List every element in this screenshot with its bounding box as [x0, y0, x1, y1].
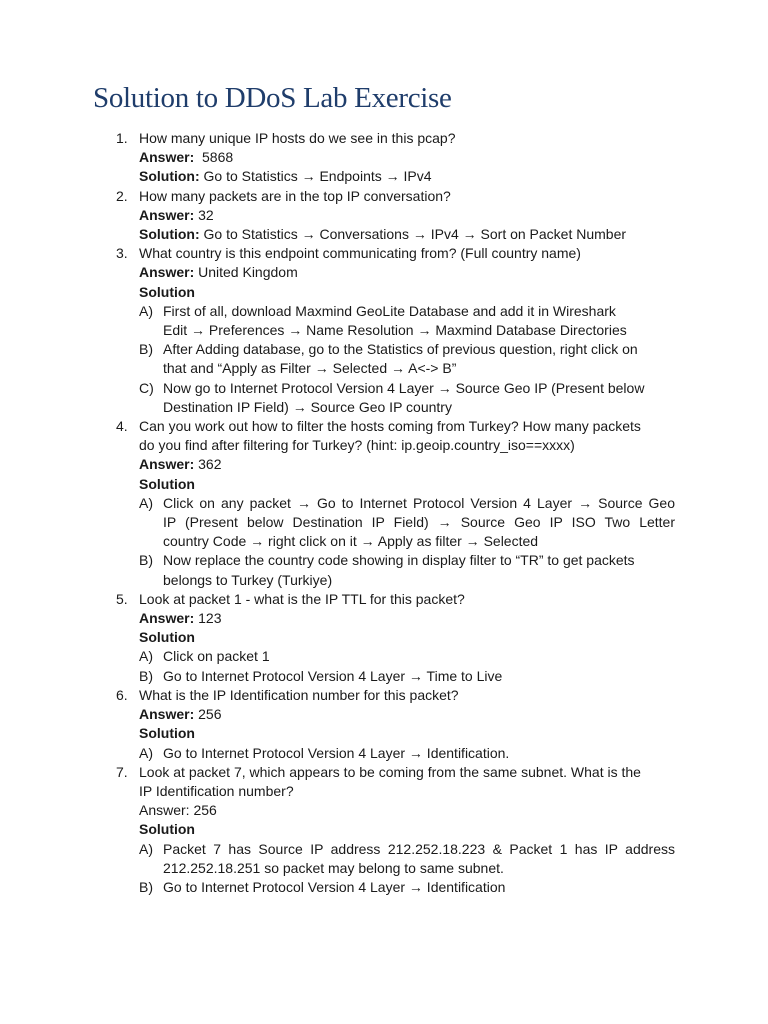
solution-line	[139, 167, 675, 186]
step-line: Edit → Preferences → Name Resolution → Maxmind Database Directories	[163, 322, 627, 339]
solution-step-c	[139, 379, 675, 417]
answer-label: Answer:	[139, 456, 195, 473]
step-line: Go to Internet Protocol Version 4 Layer → Identification	[163, 878, 506, 895]
answer-line	[139, 206, 675, 225]
answer-line	[139, 705, 675, 724]
solution-heading: Solution	[139, 725, 195, 742]
answer-line	[139, 609, 675, 628]
step-line: country Code → right click on it → Apply as filter → Selected	[163, 533, 539, 550]
step-line: Now go to Internet Protocol Version 4 Layer → Source Geo IP (Present below	[163, 379, 645, 396]
solution-heading: Solution	[139, 475, 195, 492]
step-line: Click on any packet → Go to Internet Protocol Version 4 Layer → Source Geo	[163, 494, 675, 511]
answer-line	[139, 455, 675, 474]
question-3	[0, 244, 675, 417]
question-5	[0, 590, 675, 686]
question-2	[0, 187, 675, 245]
question-number: 3.	[116, 245, 128, 262]
step-line: After Adding database, go to the Statistics of previous question, right click on	[163, 341, 638, 358]
question-4	[0, 417, 675, 590]
solution-step-a	[139, 302, 675, 340]
solution-step-b	[139, 340, 675, 378]
question-number: 6.	[116, 686, 128, 703]
solution-label: Solution:	[139, 226, 200, 243]
answer-value: 5868	[202, 149, 234, 166]
solution-step-b	[139, 878, 675, 897]
answer-label: Answer:	[139, 706, 195, 723]
question-text: IP Identification number?	[139, 782, 294, 799]
step-line: Destination IP Field) → Source Geo IP country	[163, 398, 452, 415]
step-letter: A)	[139, 494, 153, 511]
question-text: Look at packet 1 - what is the IP TTL for this packet?	[139, 590, 465, 607]
question-1	[0, 129, 675, 187]
step-letter: A)	[139, 302, 153, 319]
question-text: do you find after filtering for Turkey? (hint: ip.geoip.country_iso==xxxx)	[139, 437, 575, 454]
solution-step-a	[139, 840, 675, 878]
answer-line	[139, 263, 675, 282]
question-number: 2.	[116, 187, 128, 204]
step-letter: B)	[139, 341, 153, 358]
solution-step-a	[139, 647, 675, 666]
question-number: 5.	[116, 590, 128, 607]
solution-step-a	[139, 494, 675, 552]
step-line: Packet 7 has Source IP address 212.252.18.223 & Packet 1 has IP address	[163, 840, 675, 857]
solution-step-a	[139, 744, 675, 763]
step-letter: A)	[139, 840, 153, 857]
question-number: 4.	[116, 418, 128, 435]
answer-value: United Kingdom	[198, 264, 298, 281]
question-text: What country is this endpoint communicating from? (Full country name)	[139, 245, 581, 262]
question-text: How many unique IP hosts do we see in this pcap?	[139, 130, 456, 146]
solution-text: Go to Statistics → Conversations → IPv4 → Sort on Packet Number	[203, 226, 627, 243]
question-7	[0, 763, 675, 897]
answer-line: Answer: 256	[139, 802, 217, 819]
step-line: 212.252.18.251 so packet may belong to same subnet.	[163, 859, 504, 876]
step-line: Now replace the country code showing in display filter to “TR” to get packets	[163, 552, 635, 569]
question-text: How many packets are in the top IP conversation?	[139, 187, 451, 204]
solution-heading: Solution	[139, 821, 195, 838]
step-line: belongs to Turkey (Turkiye)	[163, 571, 333, 588]
step-line: First of all, download Maxmind GeoLite Database and add it in Wireshark	[163, 302, 616, 319]
solution-step-b	[139, 551, 675, 589]
step-line: Go to Internet Protocol Version 4 Layer → Identification.	[163, 744, 510, 761]
step-letter: B)	[139, 667, 153, 684]
solution-heading: Solution	[139, 283, 195, 300]
step-line: Click on packet 1	[163, 648, 270, 665]
document-title: Solution to DDoS Lab Exercise	[93, 82, 452, 114]
question-text: What is the IP Identification number for this packet?	[139, 686, 459, 703]
answer-value: 256	[198, 706, 222, 723]
solution-text: Go to Statistics → Endpoints → IPv4	[203, 168, 432, 185]
answer-label: Answer:	[139, 206, 195, 223]
step-letter: A)	[139, 648, 153, 665]
question-6	[0, 686, 675, 763]
question-text: Look at packet 7, which appears to be coming from the same subnet. What is the	[139, 763, 641, 780]
question-list	[0, 129, 768, 897]
answer-value: 32	[198, 206, 214, 223]
step-line: Go to Internet Protocol Version 4 Layer → Time to Live	[163, 667, 503, 684]
solution-heading: Solution	[139, 629, 195, 646]
question-number: 1.	[116, 130, 128, 146]
step-line: that and “Apply as Filter → Selected → A<-> B”	[163, 360, 457, 377]
question-number: 7.	[116, 763, 128, 780]
step-letter: B)	[139, 878, 153, 895]
step-letter: B)	[139, 552, 153, 569]
solution-line	[139, 225, 675, 244]
answer-label: Answer:	[139, 610, 195, 627]
answer-value: 362	[198, 456, 222, 473]
step-letter: A)	[139, 744, 153, 761]
solution-label: Solution:	[139, 168, 200, 185]
answer-line	[139, 148, 675, 167]
question-text: Can you work out how to filter the hosts coming from Turkey? How many packets	[139, 418, 641, 435]
answer-label: Answer:	[139, 264, 195, 281]
step-letter: C)	[139, 379, 154, 396]
step-line: IP (Present below Destination IP Field) → Source Geo IP ISO Two Letter	[163, 514, 675, 531]
answer-label: Answer:	[139, 149, 195, 166]
answer-value: 123	[198, 610, 222, 627]
solution-step-b	[139, 667, 675, 686]
